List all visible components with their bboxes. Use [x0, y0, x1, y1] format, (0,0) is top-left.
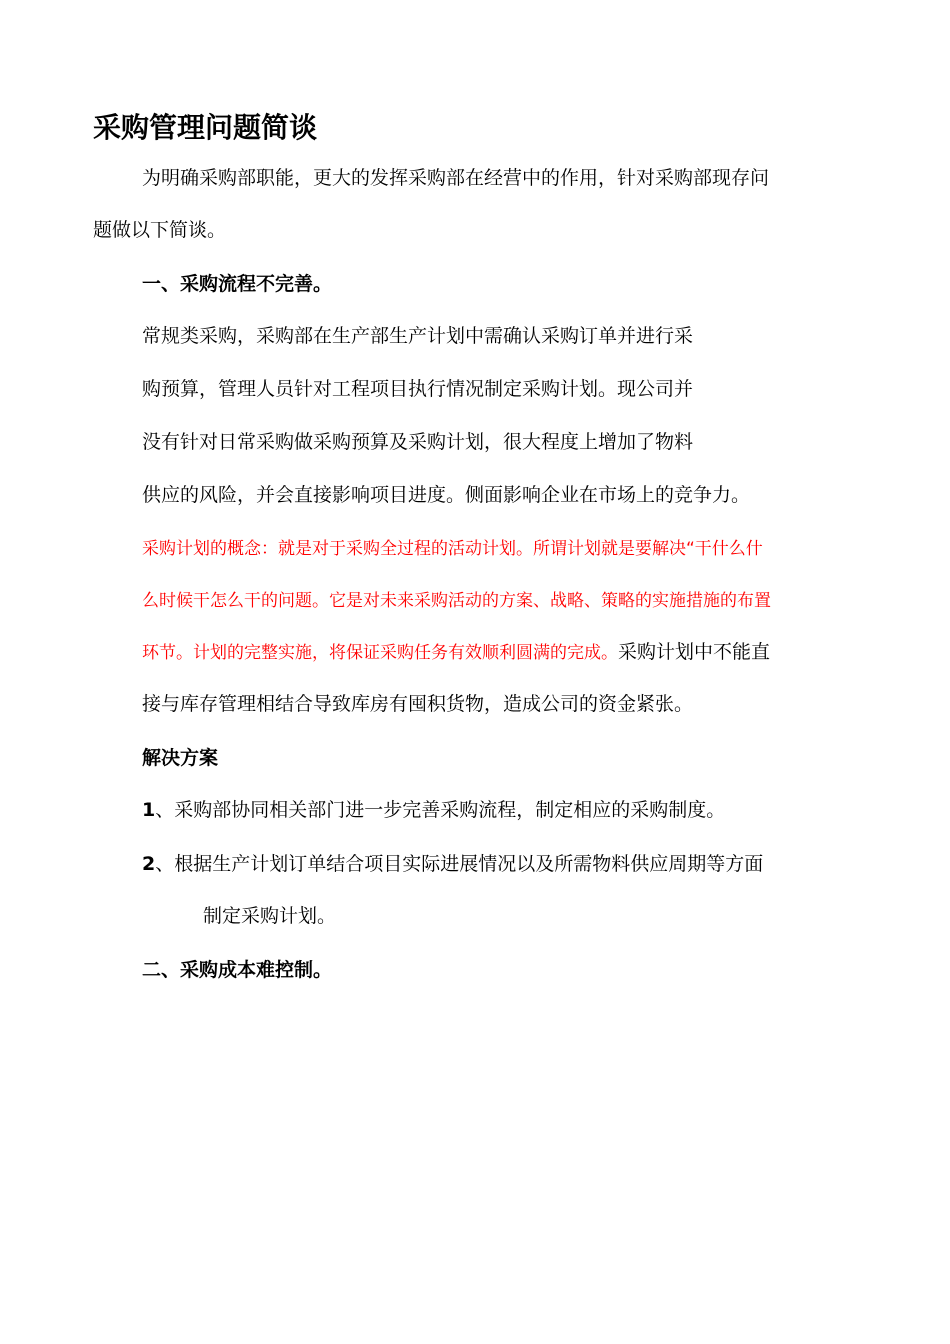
section-1-body-after: 接与库存管理相结合导致库房有囤积货物，造成公司的资金紧张。 [142, 693, 694, 715]
section-1-heading: 一、采购流程不完善。 [142, 273, 333, 295]
plan-concept-line-3-row [142, 639, 770, 666]
section-1-body-line-1: 常规类采购，采购部在生产部生产计划中需确认采购订单并进行采 [142, 325, 694, 347]
intro-line-2: 题做以下简谈。 [93, 219, 227, 241]
solution-item-1 [142, 797, 725, 823]
solution-item-2-continuation: 制定采购计划。 [203, 905, 337, 927]
plan-concept-line-3: 环节。计划的完整实施，将保证采购任务有效顺利圆满的完成。 [142, 643, 618, 663]
solution-item-2 [142, 851, 763, 877]
solution-item-1-number: 1 [142, 799, 156, 821]
solution-item-2-number: 2 [142, 853, 156, 875]
section-1-body-line-4: 供应的风险，并会直接影响项目进度。侧面影响企业在市场上的竞争力。 [142, 484, 751, 506]
section-2-heading: 二、采购成本难控制。 [142, 959, 333, 981]
plan-concept-line-1: 采购计划的概念：就是对于采购全过程的活动计划。所谓计划就是要解决“干什么什 [142, 539, 763, 559]
plan-concept-tail: 采购计划中不能直 [618, 641, 771, 663]
solution-item-2-text: 、根据生产计划订单结合项目实际进展情况以及所需物料供应周期等方面 [155, 853, 764, 875]
plan-concept-line-2: 么时候干怎么干的问题。它是对未来采购活动的方案、战略、策略的实施措施的布置 [142, 591, 771, 611]
solution-heading: 解决方案 [142, 747, 219, 769]
solution-item-1-text: 、采购部协同相关部门进一步完善采购流程，制定相应的采购制度。 [155, 799, 726, 821]
section-1-body-line-2: 购预算，管理人员针对工程项目执行情况制定采购计划。现公司并 [142, 378, 694, 400]
document-title: 采购管理问题简谈 [93, 111, 318, 144]
section-1-body-line-3: 没有针对日常采购做采购预算及采购计划，很大程度上增加了物料 [142, 431, 694, 453]
intro-line-1: 为明确采购部职能，更大的发挥采购部在经营中的作用，针对采购部现存问 [142, 167, 770, 189]
